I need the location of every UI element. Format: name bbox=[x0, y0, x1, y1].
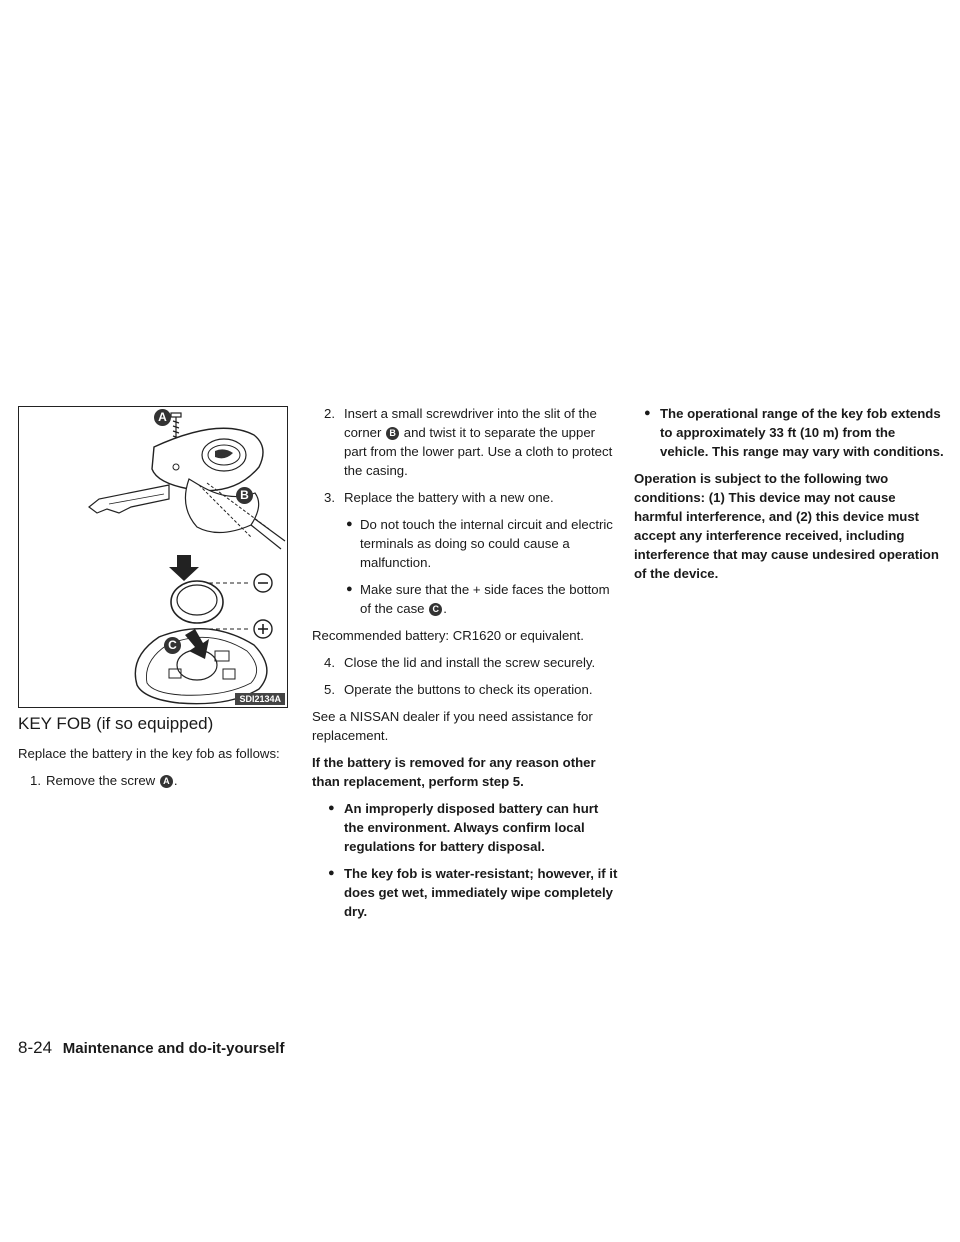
bullet-text: The key fob is water-resistant; however, if it does get wet, immediately wipe completely dry. bbox=[344, 866, 618, 919]
step-text: Remove the screw bbox=[46, 773, 156, 788]
step-1 bbox=[18, 771, 290, 790]
warning-heading: If the battery is removed for any reason other than replacement, perform step 5. bbox=[312, 755, 596, 789]
column-2 bbox=[312, 404, 620, 929]
figure-code: SDI2134A bbox=[235, 693, 285, 705]
recommended-battery: Recommended battery: CR1620 or equivalent. bbox=[312, 628, 584, 643]
page-footer bbox=[18, 1038, 284, 1058]
step-number: 5. bbox=[324, 682, 335, 697]
bullet-text: An improperly disposed battery can hurt the environment. Always confirm local regulations for battery disposal. bbox=[344, 801, 599, 854]
bullet-icon: ● bbox=[346, 518, 353, 530]
warning-bullet-water bbox=[312, 864, 620, 921]
callout-c: C bbox=[164, 637, 181, 654]
callout-b: B bbox=[236, 487, 253, 504]
step-4 bbox=[312, 653, 620, 672]
bullet-circuit bbox=[312, 515, 620, 572]
footer-section-name: Maintenance and do-it-yourself bbox=[62, 1040, 285, 1057]
section-title: KEY FOB (if so equipped) bbox=[18, 714, 214, 733]
key-fob-illustration bbox=[18, 406, 288, 708]
bullet-icon: ● bbox=[328, 802, 335, 814]
step-text: Replace the battery with a new one. bbox=[344, 490, 554, 505]
callout-a: A bbox=[154, 409, 171, 426]
step-5 bbox=[312, 680, 620, 699]
step-2 bbox=[312, 404, 620, 480]
warning-bullet-range bbox=[634, 404, 944, 461]
bullet-end: . bbox=[443, 601, 447, 616]
bullet-icon: ● bbox=[346, 583, 353, 595]
callout-ref-c: C bbox=[429, 603, 442, 616]
step-text: Operate the buttons to check its operation. bbox=[344, 682, 593, 697]
step-text: Close the lid and install the screw securely. bbox=[344, 655, 596, 670]
step-text: Insert a small screwdriver into the slit of the corner bbox=[344, 406, 597, 440]
page-number: 8-24 bbox=[18, 1038, 53, 1057]
step-number: 4. bbox=[324, 655, 335, 670]
intro-text: Replace the battery in the key fob as follows: bbox=[18, 746, 280, 761]
bullet-text: Do not touch the internal circuit and electric terminals as doing so could cause a malfunction. bbox=[360, 517, 613, 570]
fcc-statement: Operation is subject to the following two conditions: (1) This device may not cause harmful interference, and (2) this device must accept any interference received, including interference that may cause undesired operation of the device. bbox=[634, 471, 939, 581]
step-number: 1. bbox=[30, 773, 41, 788]
step-number: 2. bbox=[324, 406, 335, 421]
bullet-icon: ● bbox=[328, 867, 335, 879]
dealer-note: See a NISSAN dealer if you need assistance for replacement. bbox=[312, 709, 593, 743]
bullet-text: Make sure that the + side faces the bottom of the case bbox=[360, 582, 610, 616]
callout-ref-b: B bbox=[386, 427, 399, 440]
step-number: 3. bbox=[324, 490, 335, 505]
column-3 bbox=[634, 404, 944, 591]
bullet-plus-side bbox=[312, 580, 620, 618]
step-3 bbox=[312, 488, 620, 507]
warning-bullet-disposal bbox=[312, 799, 620, 856]
bullet-icon: ● bbox=[644, 407, 651, 419]
callout-ref-a: A bbox=[160, 775, 173, 788]
bullet-text: The operational range of the key fob extends to approximately 33 ft (10 m) from the vehicle. This range may vary with conditions. bbox=[660, 406, 944, 459]
key-fob-diagram bbox=[19, 407, 287, 707]
step-end: . bbox=[173, 773, 178, 788]
column-1 bbox=[18, 744, 290, 798]
step-text-cont: and twist it to separate the upper part from the lower part. Use a cloth to protect the casing. bbox=[344, 425, 613, 478]
